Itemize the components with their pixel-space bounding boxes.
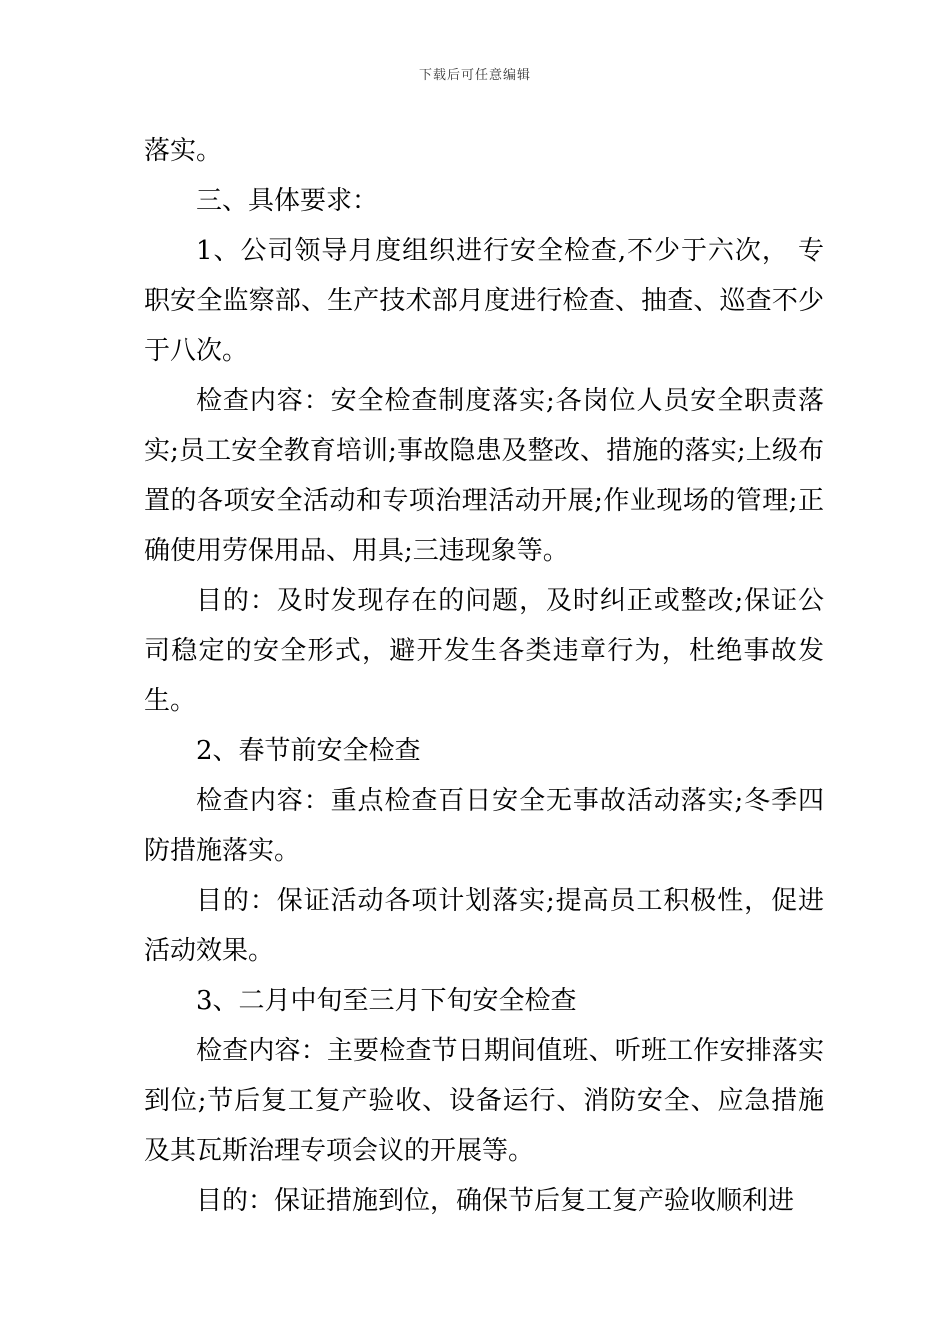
paragraph-item-1: 1、公司领导月度组织进行安全检查,不少于六次， 专职安全监察部、生产技术部月度进行检查、抽查、巡查不少于八次。 <box>144 236 824 366</box>
paragraph-purpose-1: 目的：及时发现存在的问题，及时纠正或整改;保证公司稳定的安全形式，避开发生各类违章行为，杜绝事故发生。 <box>144 586 824 716</box>
document-body <box>144 126 824 1226</box>
paragraph-inspection-content-1: 检查内容：安全检查制度落实;各岗位人员安全职责落实;员工安全教育培训;事故隐患及整改、措施的落实;上级布置的各项安全活动和专项治理活动开展;作业现场的管理;正确使用劳保用品、用具;三违现象等。 <box>144 386 824 566</box>
paragraph-purpose-2: 目的：保证活动各项计划落实;提高员工积极性，促进活动效果。 <box>144 886 824 966</box>
section-heading-requirements: 三、具体要求： <box>196 186 379 216</box>
paragraph-inspection-content-2: 检查内容：重点检查百日安全无事故活动落实;冬季四防措施落实。 <box>144 786 824 866</box>
paragraph-inspection-content-3: 检查内容：主要检查节日期间值班、听班工作安排落实到位;节后复工复产验收、设备运行、消防安全、应急措施及其瓦斯治理专项会议的开展等。 <box>144 1036 824 1166</box>
page-header: 下载后可任意编辑 <box>418 68 531 83</box>
paragraph-purpose-3: 目的：保证措施到位，确保节后复工复产验收顺利进 <box>196 1186 795 1216</box>
paragraph-item-2: 2、春节前安全检查 <box>196 736 421 766</box>
paragraph-item-3: 3、二月中旬至三月下旬安全检查 <box>196 986 577 1016</box>
paragraph-continuation: 落实。 <box>144 136 223 166</box>
